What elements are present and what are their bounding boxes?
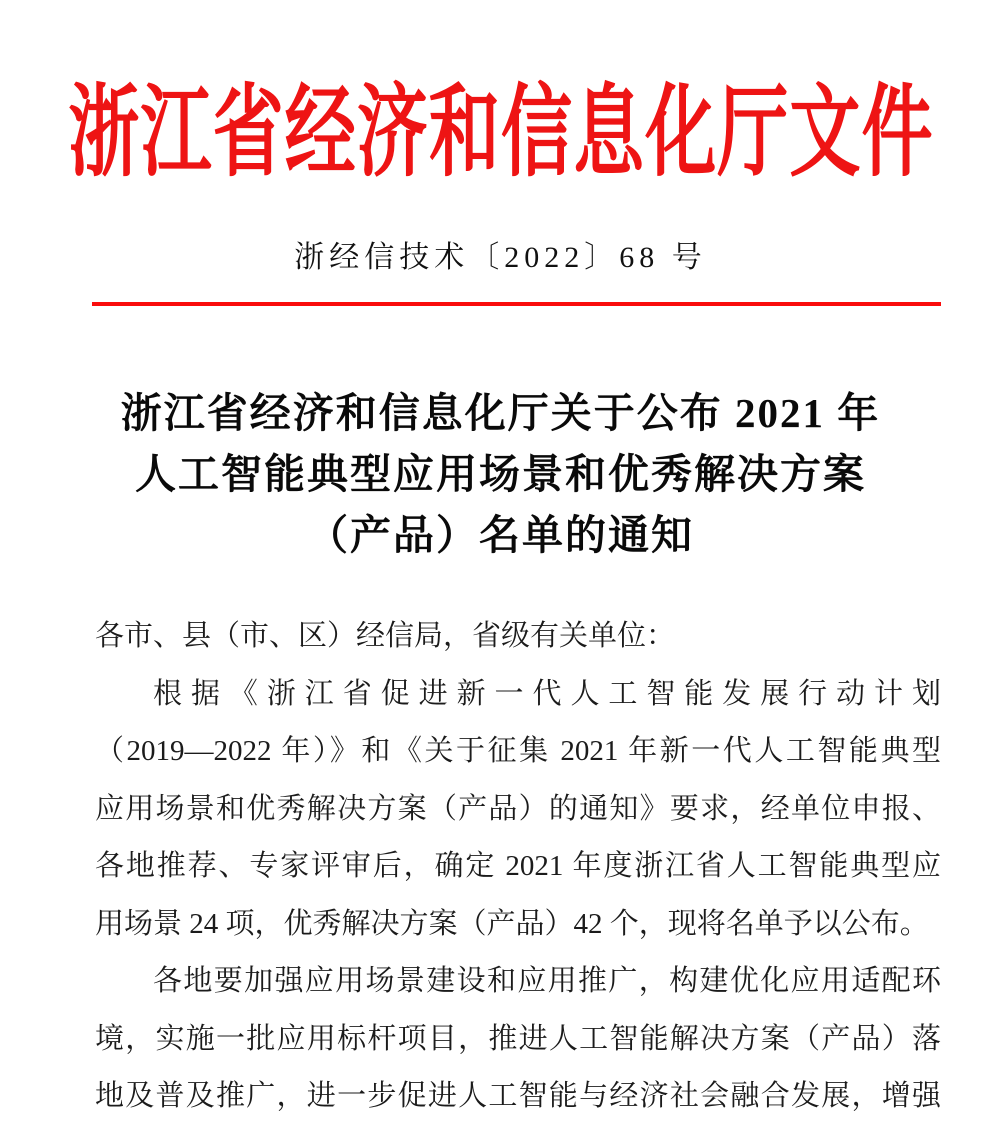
notice-title-line-1: 浙江省经济和信息化厅关于公布 2021 年	[120, 390, 881, 436]
body-text-line: 各地要加强应用场景建设和应用推广，构建优化应用适配环	[153, 965, 941, 997]
body-text-line: 根据《浙江省促进新一代人工智能发展行动计划	[153, 677, 941, 710]
red-letterhead	[0, 52, 1001, 189]
body-text-line: 地及普及推广，进一步促进人工智能与经济社会融合发展，增强	[95, 1080, 941, 1112]
body-text-line: 应用场景和优秀解决方案（产品）的通知》要求，经单位申报、	[95, 792, 941, 825]
notice-title-line-2: 人工智能典型应用场景和优秀解决方案	[135, 451, 866, 497]
body-text-line: 用场景 24 项，优秀解决方案（产品）42 个，现将名单予以公布。	[95, 907, 929, 940]
document-reference-number: 浙经信技术〔2022〕68 号	[294, 241, 707, 274]
notice-title	[0, 383, 1001, 566]
notice-title-line-3: （产品）名单的通知	[307, 512, 694, 558]
agency-name-title: 浙江省经济和信息化厅文件	[67, 78, 934, 189]
salutation-line: 各市、县（市、区）经信局，省级有关单位：	[95, 620, 676, 652]
red-separator-line	[92, 302, 941, 306]
body-text-line: 境，实施一批应用标杆项目，推进人工智能解决方案（产品）落	[95, 1022, 941, 1055]
notice-body	[95, 608, 941, 1122]
body-text-line: （2019—2022 年）》和《关于征集 2021 年新一代人工智能典型	[95, 735, 941, 767]
body-text-line: 各地推荐、专家评审后，确定 2021 年度浙江省人工智能典型应	[95, 850, 941, 882]
